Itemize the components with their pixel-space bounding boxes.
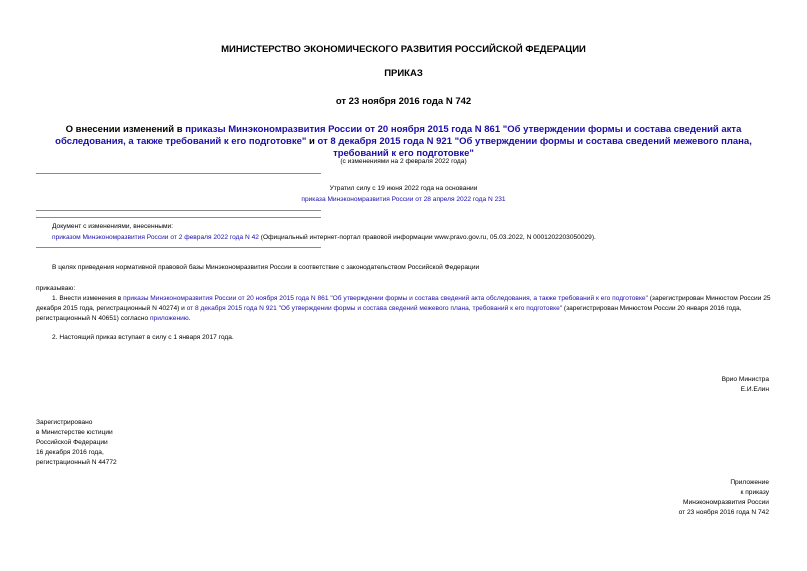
p1-text-b: (зарегистрирован Минюстом России 25 декабря 2015 года, регистрационный N 40274) и <box>36 295 771 312</box>
registration-block <box>36 418 286 468</box>
appendix-line: от 23 ноября 2016 года N 742 <box>678 509 769 516</box>
registration-line: регистрационный N 44772 <box>36 459 117 466</box>
registration-line: Российской Федерации <box>36 439 108 446</box>
appendix-block <box>520 478 769 518</box>
signature-name: Е.И.Елин <box>740 386 769 393</box>
p1-link-appendix[interactable]: приложению <box>149 315 189 322</box>
appendix-line: Минэкономразвития России <box>683 499 769 506</box>
registration-line: 16 декабря 2016 года, <box>36 449 104 456</box>
divider <box>36 217 321 218</box>
title-link-order-861[interactable]: приказы Минэкономразвития России от 20 ноября 2015 года N 861 "Об утверждении формы и состава сведений акта обследования, а также требований к его подготовке" <box>55 124 742 147</box>
registration-line: Зарегистрировано <box>36 419 93 426</box>
title-link-order-921[interactable]: от 8 декабря 2015 года N 921 "Об утверждении формы и состава сведений межевого плана, требований к его подготовке" <box>317 136 752 159</box>
p1-link-order-921[interactable]: от 8 декабря 2015 года N 921 "Об утверждении формы и состава сведений межевого плана, требований к его подготовке" <box>186 305 563 312</box>
status-link-order-231[interactable]: приказа Минэкономразвития России от 28 апреля 2022 года N 231 <box>301 196 506 203</box>
appendix-line: к приказу <box>740 489 769 496</box>
title-prefix: О внесении изменений в <box>65 124 186 135</box>
p1-text-a: 1. Внести изменения в <box>52 295 124 302</box>
paragraph-1 <box>36 294 771 324</box>
title-mid: и <box>306 136 318 147</box>
status-line: Утратил силу с 19 июня 2022 года на основании <box>329 185 478 192</box>
changes-source <box>52 233 772 243</box>
divider <box>36 247 321 248</box>
changes-tail: (Официальный интернет-портал правовой информации www.pravo.gov.ru, 05.03.2022, N 0001202203050029). <box>258 234 596 241</box>
status-link-wrap <box>0 195 807 205</box>
changes-link-order-42[interactable]: приказом Минэкономразвития России от 2 февраля 2022 года N 42 <box>52 234 259 241</box>
p1-link-order-861[interactable]: приказы Минэкономразвития России от 20 ноября 2015 года N 861 "Об утверждении формы и состава сведений акта обследования, а также требований к его подготовке" <box>123 295 648 302</box>
divider <box>36 173 321 174</box>
ministry-heading: МИНИСТЕРСТВО ЭКОНОМИЧЕСКОГО РАЗВИТИЯ РОССИЙСКОЙ ФЕДЕРАЦИИ <box>221 44 586 55</box>
edition-note: (с изменениями на 2 февраля 2022 года) <box>340 158 467 165</box>
order-word: приказываю: <box>36 285 76 292</box>
p1-end: . <box>188 315 191 322</box>
document-date-number: от 23 ноября 2016 года N 742 <box>335 96 472 107</box>
signature-position: Врио Министра <box>721 376 769 383</box>
document-type: ПРИКАЗ <box>384 68 423 79</box>
divider <box>36 210 321 211</box>
registration-line: в Министерстве юстиции <box>36 429 113 436</box>
paragraph-2: 2. Настоящий приказ вступает в силу с 1 января 2017 года. <box>52 334 234 341</box>
p1-text-c: (зарегистрирован Минюстом России 20 января 2016 года, регистрационный N 40651) согласно <box>36 305 742 322</box>
changes-label: Документ с изменениями, внесенными: <box>52 223 174 230</box>
preamble: В целях приведения нормативной правовой базы Минэкономразвития России в соответствие с законодательством Российской Федерации <box>52 264 480 271</box>
appendix-line: Приложение <box>730 479 769 486</box>
document-title <box>36 124 771 160</box>
